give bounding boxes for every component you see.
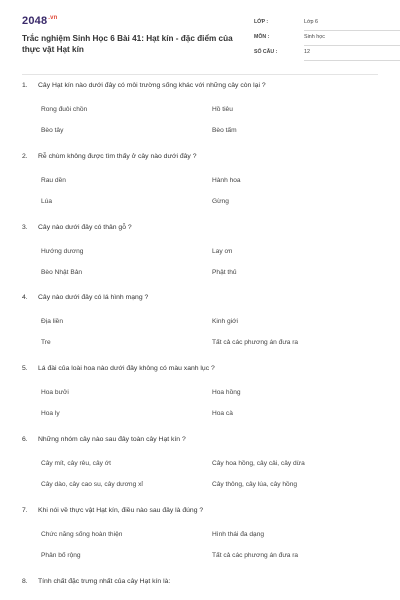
question-number: 6. <box>22 436 28 443</box>
answer-option[interactable]: Bèo Nhật Bản <box>41 269 83 276</box>
answer-option[interactable]: Hướng dương <box>41 248 84 255</box>
answer-option[interactable]: Hình thái đa dạng <box>212 531 265 538</box>
worksheet-header <box>22 12 382 68</box>
question-number: 2. <box>22 153 28 160</box>
question-number: 4. <box>22 294 28 301</box>
answer-option[interactable]: Bèo tây <box>41 127 64 134</box>
meta-row-subject <box>254 31 400 46</box>
question-6 <box>22 436 378 494</box>
question-text: Cây Hạt kín nào dưới đây có môi trường sống khác với những cây còn lại ? <box>38 82 266 89</box>
question-3 <box>22 224 378 282</box>
answer-option[interactable]: Tất cả các phương án đưa ra <box>212 552 299 559</box>
meta-underline <box>304 60 400 61</box>
answer-option[interactable]: Tre <box>41 339 51 346</box>
question-text: Khi nói về thực vật Hạt kín, điều nào sau đây là đúng ? <box>38 507 204 514</box>
answer-option[interactable]: Chức năng sống hoàn thiện <box>41 531 123 538</box>
header-divider <box>22 74 378 75</box>
question-1 <box>22 82 378 140</box>
answer-option[interactable]: Bèo tấm <box>212 127 237 134</box>
question-number: 5. <box>22 365 28 372</box>
question-8 <box>22 578 378 592</box>
question-2 <box>22 153 378 211</box>
meta-label: LỚP : <box>254 19 269 25</box>
question-number: 7. <box>22 507 28 514</box>
answer-option[interactable]: Cây mít, cây rêu, cây ớt <box>41 460 111 467</box>
answer-option[interactable]: Kinh giới <box>212 318 238 325</box>
question-7 <box>22 507 378 565</box>
meta-label: MÔN : <box>254 34 270 40</box>
answer-option[interactable]: Lay ơn <box>212 248 233 255</box>
logo-suffix: .vn <box>48 15 58 21</box>
meta-label: SỐ CÂU : <box>254 49 278 55</box>
question-number: 1. <box>22 82 28 89</box>
question-text: Những nhóm cây nào sau đây toàn cây Hạt kín ? <box>38 436 186 443</box>
meta-value: Lớp 6 <box>304 19 319 25</box>
question-text: Cây nào dưới đây có thân gỗ ? <box>38 224 132 231</box>
question-text: Rễ chùm không được tìm thấy ở cây nào dưới đây ? <box>38 153 197 160</box>
question-text: Lá đài của loài hoa nào dưới đây không có màu xanh lục ? <box>38 365 215 372</box>
question-text: Tính chất đặc trưng nhất của cây Hạt kín là: <box>38 578 171 585</box>
meta-value: 12 <box>304 49 310 55</box>
answer-option[interactable]: Cây hoa hồng, cây cải, cây dừa <box>212 460 305 467</box>
question-number: 3. <box>22 224 28 231</box>
answer-option[interactable]: Rau dền <box>41 177 66 184</box>
answer-option[interactable]: Hoa hồng <box>212 389 241 396</box>
answer-option[interactable]: Hoa bưởi <box>41 389 69 396</box>
answer-option[interactable]: Tất cả các phương án đưa ra <box>212 339 299 346</box>
answer-option[interactable]: Hoa ly <box>41 410 60 417</box>
answer-option[interactable]: Cây dào, cây cao su, cây dương xỉ <box>41 481 143 488</box>
answer-option[interactable]: Hồ tiêu <box>212 106 233 113</box>
answer-option[interactable]: Hành hoa <box>212 177 241 184</box>
question-number: 8. <box>22 578 28 585</box>
meta-value: Sinh học <box>304 34 325 40</box>
answer-option[interactable]: Rong đuôi chồn <box>41 106 88 113</box>
logo-main: 2048 <box>22 15 48 27</box>
question-5 <box>22 365 378 423</box>
answer-option[interactable]: Cây thông, cây lúa, cây hồng <box>212 481 298 488</box>
answer-option[interactable]: Phân bố rộng <box>41 552 81 559</box>
answer-option[interactable]: Lúa <box>41 198 53 205</box>
meta-row-class <box>254 16 400 31</box>
answer-option[interactable]: Hoa cà <box>212 410 233 417</box>
worksheet-meta <box>254 16 400 61</box>
answer-option[interactable]: Địa liền <box>41 318 63 325</box>
site-logo[interactable] <box>22 15 58 27</box>
answer-option[interactable]: Gừng <box>212 198 229 205</box>
answer-option[interactable]: Phật thủ <box>212 269 237 276</box>
question-text: Cây nào dưới đây có lá hình mạng ? <box>38 294 149 301</box>
meta-row-count <box>254 46 400 61</box>
question-4 <box>22 294 378 352</box>
worksheet-title: Trắc nghiệm Sinh Học 6 Bài 41: Hạt kín - đặc điểm của thực vật Hạt kín <box>22 34 233 54</box>
